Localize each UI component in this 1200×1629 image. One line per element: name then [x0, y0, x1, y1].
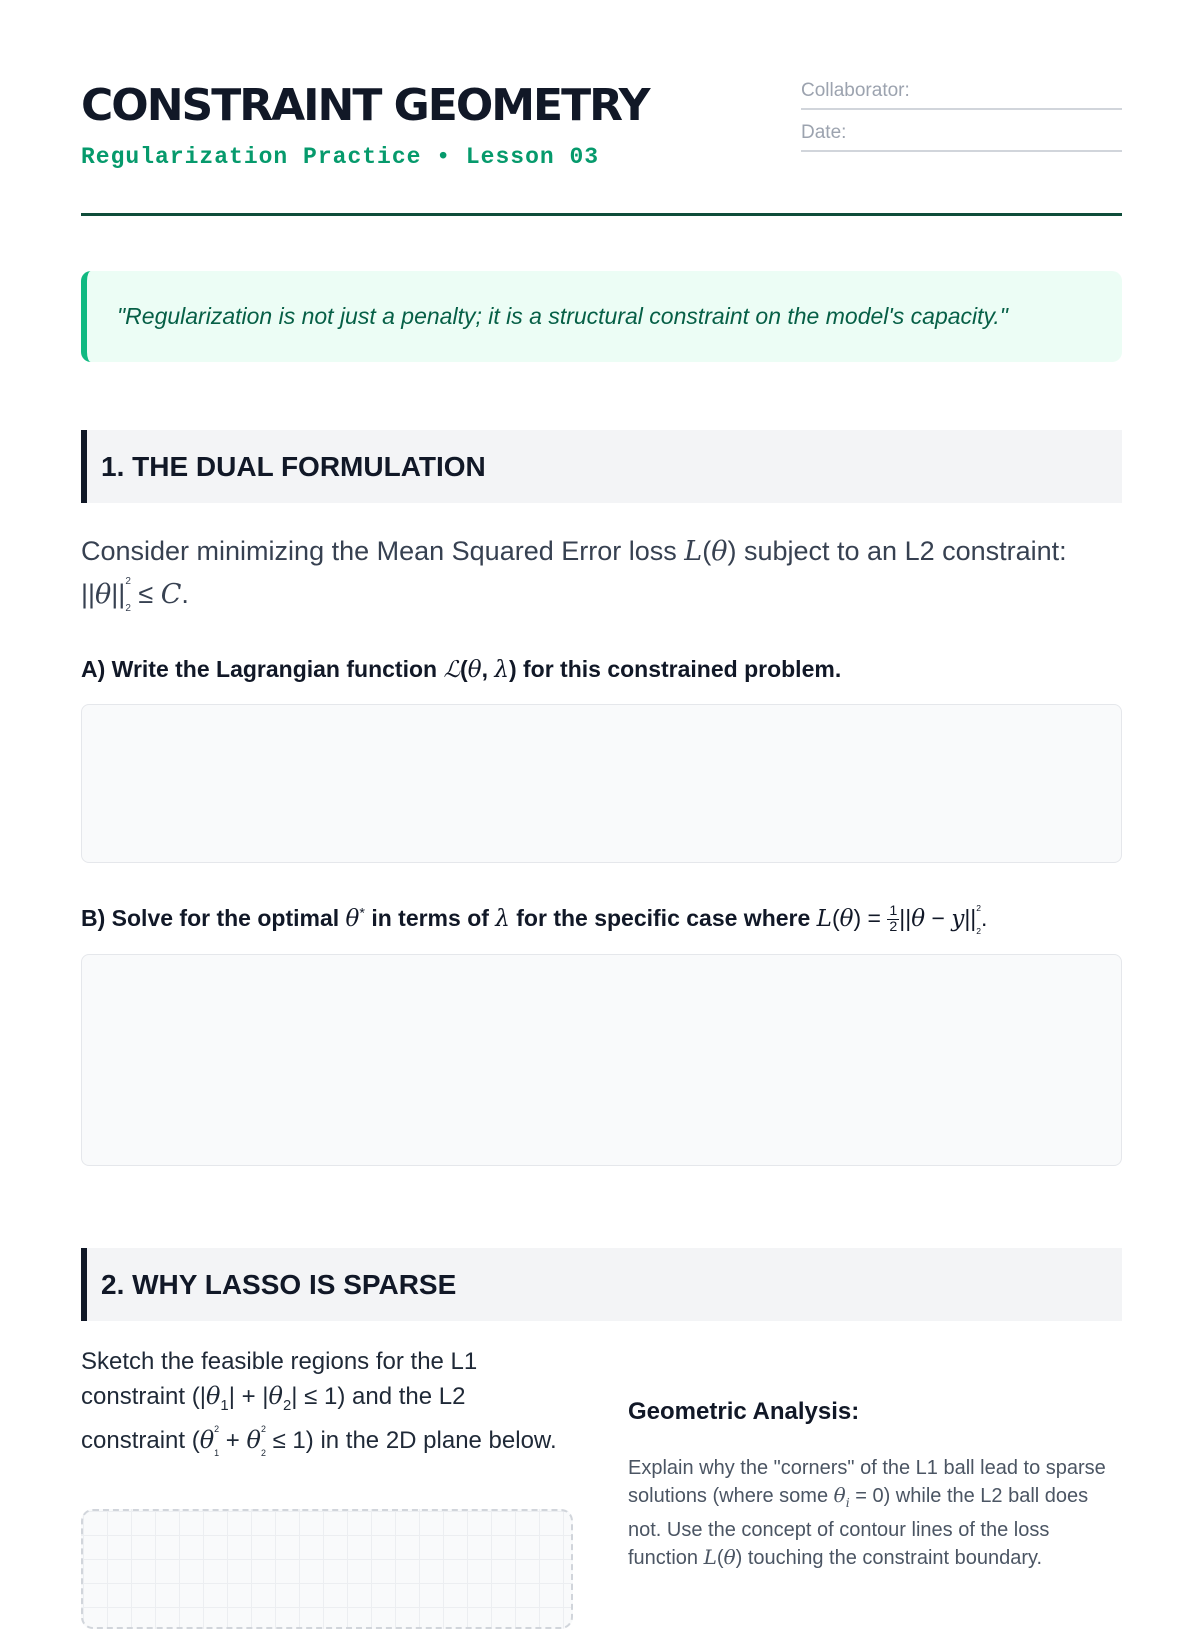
section-1-heading: 1. THE DUAL FORMULATION [81, 430, 1122, 503]
worksheet-header [81, 80, 1122, 216]
header-divider [81, 213, 1122, 216]
lesson-subtitle: Regularization Practice • Lesson 03 [81, 144, 600, 170]
collaborator-field[interactable] [801, 80, 1122, 110]
section-2-heading: 2. WHY LASSO IS SPARSE [81, 1248, 1122, 1321]
sketch-area[interactable] [81, 1509, 573, 1629]
date-label: Date: [801, 122, 847, 143]
analysis-prompt: Explain why the "corners" of the L1 ball lead to sparse solutions (where some $\theta_i = 0$) while the L2 ball does not. Use the concept of contour lines of the loss function L(θ) touching the constraint boundary. [628, 1457, 1106, 1569]
date-field[interactable] [801, 122, 1122, 152]
quote-callout: "Regularization is not just a penalty; it is a structural constraint on the model's capacity." [81, 271, 1122, 362]
section-1-intro: Consider minimizing the Mean Squared Error loss L(θ) subject to an L2 constraint: $||\theta||^2$ $_2$ ≤ C. [81, 536, 1067, 615]
sketch-instructions: Sketch the feasible regions for the L1 constraint $(|\theta_1| + |\theta_2| \le 1)$ and the L2 constraint ($\theta^2$ $_1 + \theta^2$ $_2$ ≤ 1) in the 2D plane below. [81, 1348, 557, 1459]
analysis-title: Geometric Analysis: [628, 1398, 860, 1425]
question-b: B) Solve for the optimal θ* in terms of λ for the specific case where L(θ) = $\frac{1}{2}$ $||\theta - y||^2$ $_2$. [81, 903, 988, 937]
answer-box-b[interactable] [81, 954, 1122, 1166]
page-title: CONSTRAINT GEOMETRY [81, 80, 649, 131]
answer-box-a[interactable] [81, 704, 1122, 863]
question-a: A) Write the Lagrangian function ℒ(θ, λ) for this constrained problem. [81, 656, 842, 683]
collaborator-label: Collaborator: [801, 80, 910, 101]
